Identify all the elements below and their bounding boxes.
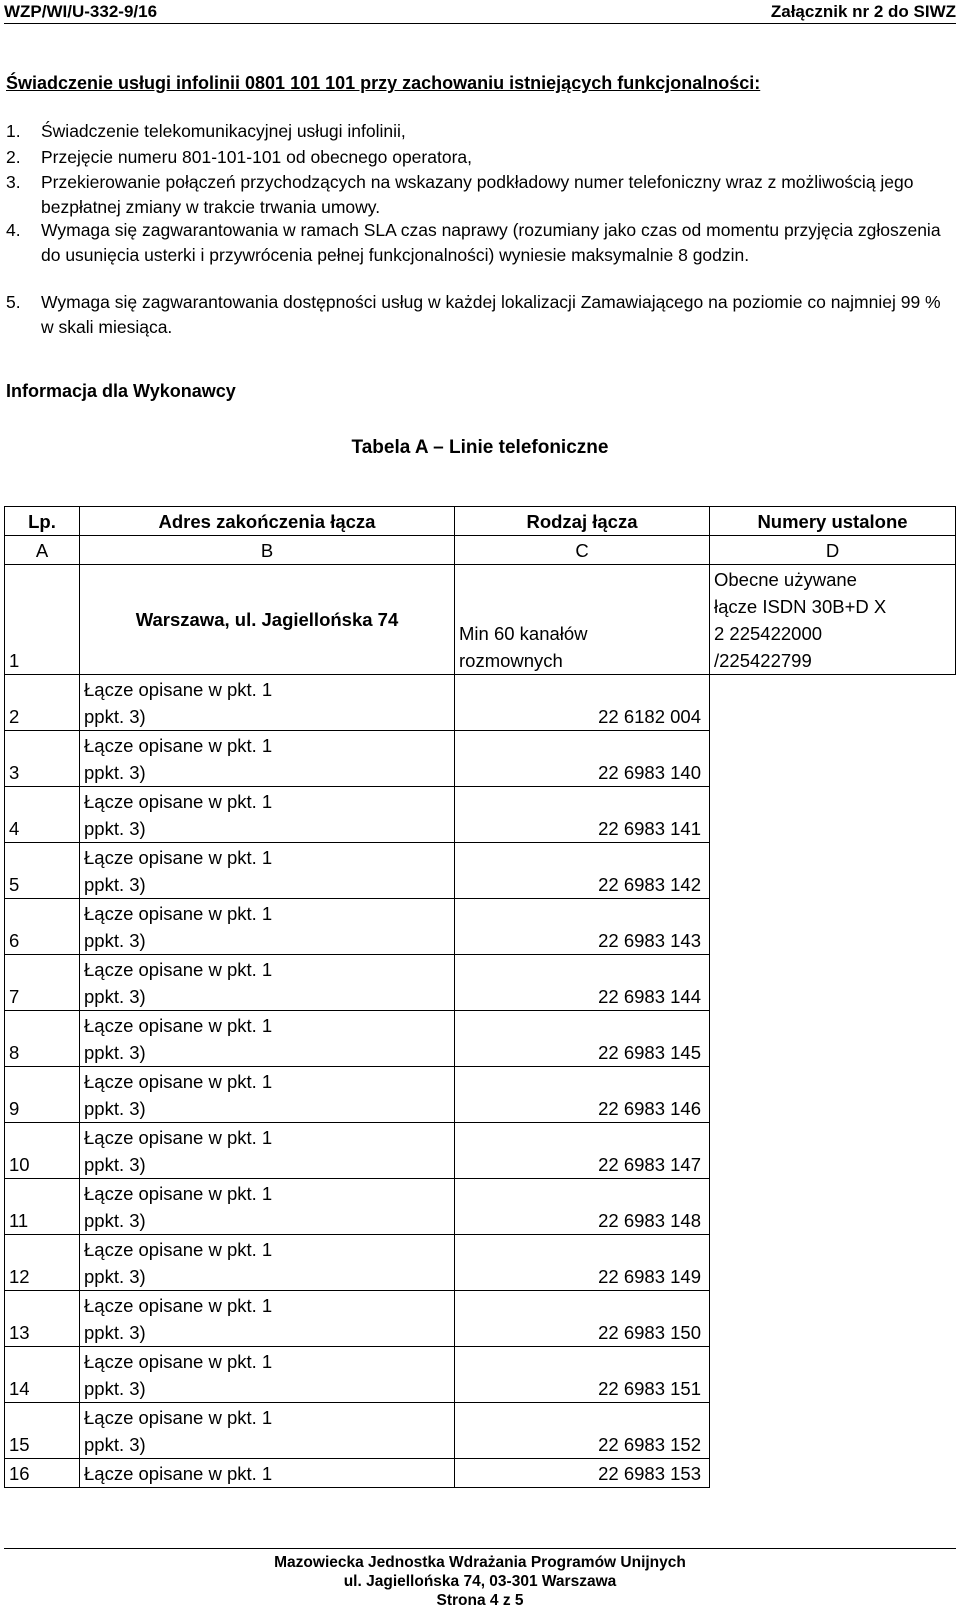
link-type-line: ppkt. 3) xyxy=(84,874,146,895)
link-type-line: Min 60 kanałów xyxy=(459,623,588,644)
link-type-line: Łącze opisane w pkt. 1 xyxy=(84,959,273,980)
number-cell: 22 6983 153 xyxy=(455,1459,710,1488)
row-lp: 12 xyxy=(5,1235,80,1291)
address-cell: Warszawa, ul. Jagiellońska 74 xyxy=(80,565,455,675)
column-letter: D xyxy=(710,536,956,565)
row-lp: 13 xyxy=(5,1291,80,1347)
column-letter: B xyxy=(80,536,455,565)
link-type-cell xyxy=(80,955,455,1011)
link-type-line: Łącze opisane w pkt. 1 xyxy=(84,1351,273,1372)
link-type-line: Łącze opisane w pkt. 1 xyxy=(84,1239,273,1260)
row-lp: 1 xyxy=(5,565,80,675)
number-cell: 22 6983 146 xyxy=(455,1067,710,1123)
link-type-cell xyxy=(80,1179,455,1235)
number-line: Obecne używane xyxy=(714,569,857,590)
table-row xyxy=(5,1011,956,1067)
table-row xyxy=(5,1459,956,1488)
table-row xyxy=(5,565,956,675)
link-type-line: Łącze opisane w pkt. 1 xyxy=(84,1183,273,1204)
table-row xyxy=(5,1347,956,1403)
list-item-number: 4. xyxy=(6,220,21,240)
link-type-cell xyxy=(80,1291,455,1347)
table-header-row xyxy=(5,507,956,536)
link-type-cell xyxy=(80,1067,455,1123)
link-type-cell xyxy=(80,1123,455,1179)
table-row xyxy=(5,1235,956,1291)
row-lp: 2 xyxy=(5,675,80,731)
link-type-cell xyxy=(455,565,710,675)
list-item-number: 1. xyxy=(6,121,21,141)
column-header-numbers: Numery ustalone xyxy=(710,507,956,536)
list-item-text: Wymaga się zagwarantowania w ramach SLA czas naprawy (rozumiany jako czas od momentu przyjęcia zgłoszenia do usunięcia usterki i przywrócenia pełnej funkcjonalności) wyniesie maksymalnie 8 godzin. xyxy=(41,220,941,265)
column-header-link-type: Rodzaj łącza xyxy=(455,507,710,536)
link-type-line: ppkt. 3) xyxy=(84,1210,146,1231)
attachment-label: Załącznik nr 2 do SIWZ xyxy=(770,2,956,21)
phone-lines-table xyxy=(4,506,956,1488)
footer-organization: Mazowiecka Jednostka Wdrażania Programów Unijnych xyxy=(274,1554,686,1571)
footer-divider xyxy=(4,1548,956,1549)
row-lp: 16 xyxy=(5,1459,80,1488)
table-letter-row xyxy=(5,536,956,565)
link-type-line: ppkt. 3) xyxy=(84,1154,146,1175)
link-type-line: Łącze opisane w pkt. 1 xyxy=(84,1015,273,1036)
number-cell: 22 6983 148 xyxy=(455,1179,710,1235)
link-type-line: Łącze opisane w pkt. 1 xyxy=(84,735,273,756)
link-type-line: ppkt. 3) xyxy=(84,1322,146,1343)
number-cell: 22 6983 151 xyxy=(455,1347,710,1403)
number-cell xyxy=(710,565,956,675)
footer-address: ul. Jagiellońska 74, 03-301 Warszawa xyxy=(343,1573,617,1590)
link-type-line: ppkt. 3) xyxy=(84,986,146,1007)
document-reference: WZP/WI/U-332-9/16 xyxy=(4,2,158,21)
row-lp: 8 xyxy=(5,1011,80,1067)
number-cell: 22 6983 145 xyxy=(455,1011,710,1067)
table-row xyxy=(5,1123,956,1179)
list-item-number: 5. xyxy=(6,292,21,312)
link-type-cell xyxy=(80,675,455,731)
link-type-line: Łącze opisane w pkt. 1 xyxy=(84,903,273,924)
list-item-number: 2. xyxy=(6,147,21,167)
section-title: Świadczenie usługi infolinii 0801 101 101 przy zachowaniu istniejących funkcjonalności: xyxy=(6,73,761,93)
number-cell: 22 6983 142 xyxy=(455,843,710,899)
link-type-line: Łącze opisane w pkt. 1 xyxy=(84,1295,273,1316)
link-type-line: ppkt. 3) xyxy=(84,762,146,783)
info-heading: Informacja dla Wykonawcy xyxy=(6,381,236,401)
row-lp: 3 xyxy=(5,731,80,787)
list-item-number: 3. xyxy=(6,172,21,192)
link-type-cell xyxy=(80,1347,455,1403)
table-row xyxy=(5,1403,956,1459)
link-type-cell xyxy=(80,1235,455,1291)
table-row xyxy=(5,1291,956,1347)
link-type-line: rozmownych xyxy=(459,650,563,671)
link-type-cell xyxy=(80,787,455,843)
link-type-cell xyxy=(80,899,455,955)
row-lp: 11 xyxy=(5,1179,80,1235)
link-type-line: ppkt. 3) xyxy=(84,930,146,951)
table-row xyxy=(5,1067,956,1123)
row-lp: 7 xyxy=(5,955,80,1011)
link-type-cell xyxy=(80,1459,455,1488)
table-row xyxy=(5,787,956,843)
link-type-line: Łącze opisane w pkt. 1 xyxy=(84,679,273,700)
row-lp: 14 xyxy=(5,1347,80,1403)
table-row xyxy=(5,675,956,731)
column-header-address: Adres zakończenia łącza xyxy=(80,507,455,536)
list-item-text: Wymaga się zagwarantowania dostępności usług w każdej lokalizacji Zamawiającego na poziomie co najmniej 99 % w skali miesiąca. xyxy=(41,292,941,337)
link-type-line: Łącze opisane w pkt. 1 xyxy=(84,1071,273,1092)
link-type-line: Łącze opisane w pkt. 1 xyxy=(84,847,273,868)
column-header-lp: Lp. xyxy=(5,507,80,536)
number-cell: 22 6983 143 xyxy=(455,899,710,955)
link-type-line: Łącze opisane w pkt. 1 xyxy=(84,1407,273,1428)
table-row xyxy=(5,731,956,787)
number-cell: 22 6983 141 xyxy=(455,787,710,843)
number-cell: 22 6983 152 xyxy=(455,1403,710,1459)
table-row xyxy=(5,899,956,955)
number-cell: 22 6983 149 xyxy=(455,1235,710,1291)
number-cell: 22 6182 004 xyxy=(455,675,710,731)
link-type-line: ppkt. 3) xyxy=(84,1042,146,1063)
link-type-line: ppkt. 3) xyxy=(84,1434,146,1455)
link-type-line: ppkt. 3) xyxy=(84,1098,146,1119)
link-type-cell xyxy=(80,1011,455,1067)
link-type-line: ppkt. 3) xyxy=(84,1266,146,1287)
link-type-line: Łącze opisane w pkt. 1 xyxy=(84,1463,273,1484)
link-type-line: Łącze opisane w pkt. 1 xyxy=(84,1127,273,1148)
link-type-line: ppkt. 3) xyxy=(84,1378,146,1399)
number-cell: 22 6983 150 xyxy=(455,1291,710,1347)
number-cell: 22 6983 147 xyxy=(455,1123,710,1179)
row-lp: 9 xyxy=(5,1067,80,1123)
link-type-line: Łącze opisane w pkt. 1 xyxy=(84,791,273,812)
list-item-text: Świadczenie telekomunikacyjnej usługi infolinii, xyxy=(41,121,406,141)
list-item-text: Przejęcie numeru 801-101-101 od obecnego operatora, xyxy=(41,147,472,167)
table-row xyxy=(5,955,956,1011)
link-type-line: ppkt. 3) xyxy=(84,818,146,839)
number-line: 2 225422000 xyxy=(714,623,823,644)
table-row xyxy=(5,843,956,899)
row-lp: 10 xyxy=(5,1123,80,1179)
column-letter: C xyxy=(455,536,710,565)
row-lp: 5 xyxy=(5,843,80,899)
link-type-cell xyxy=(80,843,455,899)
number-line: /225422799 xyxy=(714,650,812,671)
link-type-cell xyxy=(80,731,455,787)
footer-page-number: Strona 4 z 5 xyxy=(436,1592,524,1609)
list-item-text: Przekierowanie połączeń przychodzących na wskazany podkładowy numer telefoniczny wraz z możliwością jego bezpłatnej zmiany w trakcie trwania umowy. xyxy=(41,172,914,217)
table-row xyxy=(5,1179,956,1235)
link-type-line: ppkt. 3) xyxy=(84,706,146,727)
column-letter: A xyxy=(5,536,80,565)
number-cell: 22 6983 144 xyxy=(455,955,710,1011)
header-divider xyxy=(4,23,956,24)
number-line: łącze ISDN 30B+D X xyxy=(714,596,887,617)
row-lp: 4 xyxy=(5,787,80,843)
link-type-cell xyxy=(80,1403,455,1459)
number-cell: 22 6983 140 xyxy=(455,731,710,787)
table-caption: Tabela A – Linie telefoniczne xyxy=(351,437,609,458)
row-lp: 6 xyxy=(5,899,80,955)
row-lp: 15 xyxy=(5,1403,80,1459)
